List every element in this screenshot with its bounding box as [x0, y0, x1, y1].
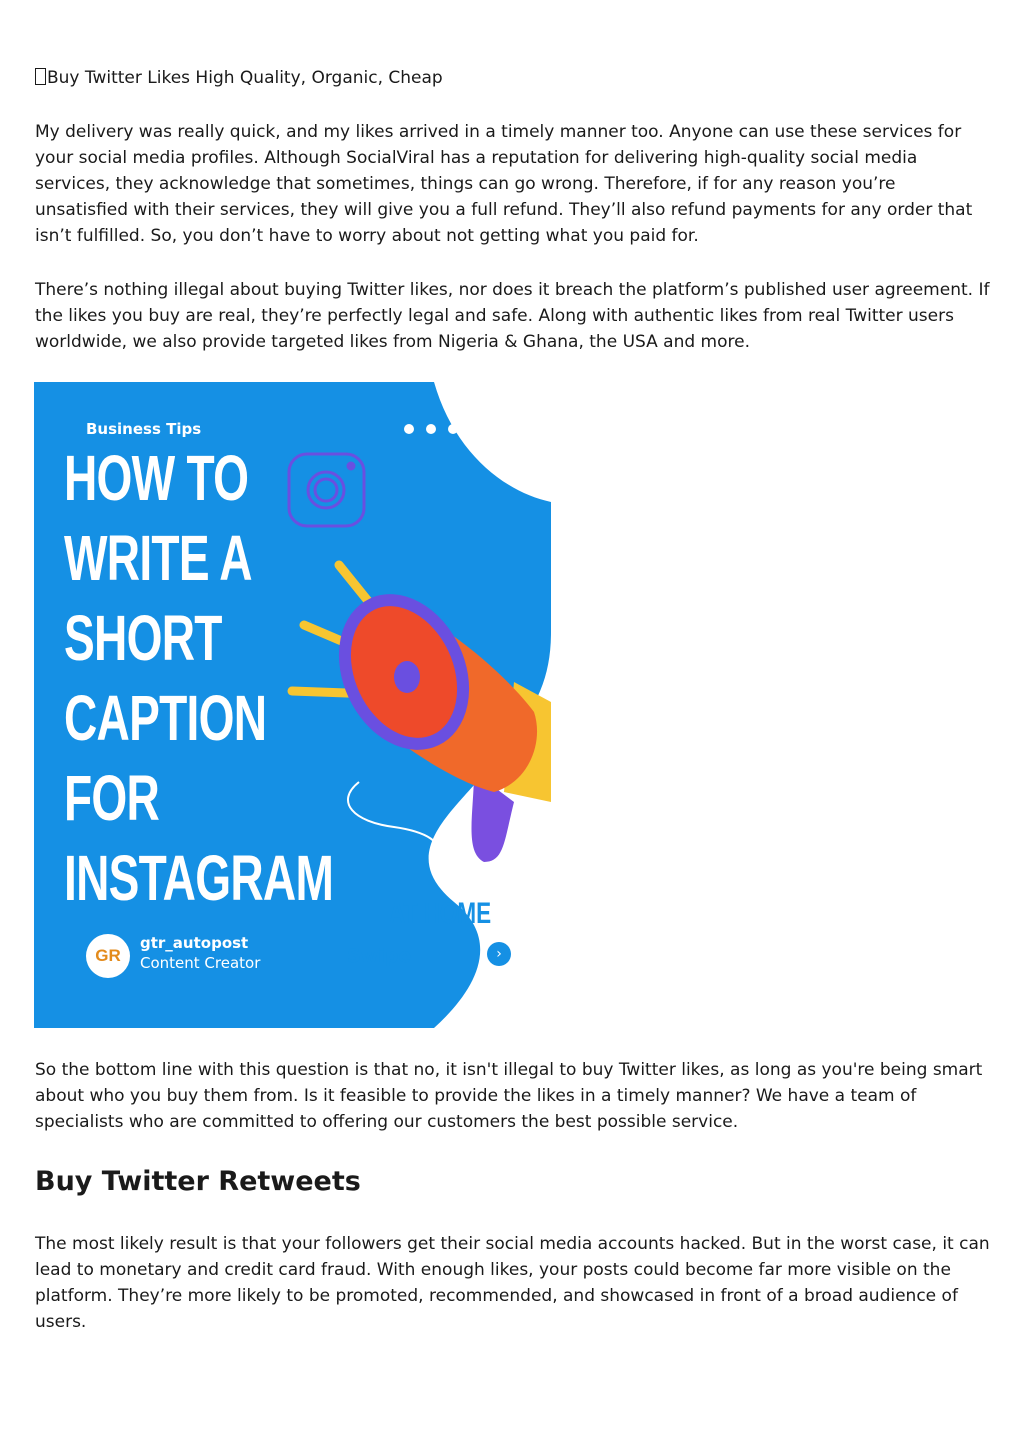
paragraph-2: There’s nothing illegal about buying Twitter likes, nor does it breach the platform’s published user agreement. If the likes you buy are real, they’re perfectly legal and safe. Along with authentic likes from real Twitter users worldwide, we also provide targeted likes from Nigeria & Ghana, the USA and more. — [35, 280, 990, 352]
lead-line: Buy Twitter Likes High Quality, Organic, Cheap — [35, 66, 443, 90]
chevron-right-icon: › — [487, 942, 511, 966]
poster-role: Content Creator — [140, 954, 261, 972]
swipe-label: Swipe — [347, 945, 412, 967]
poster-kicker: Business Tips — [86, 420, 202, 438]
avatar: GR — [86, 934, 130, 978]
paragraph-1: My delivery was really quick, and my likes arrived in a timely manner too. Anyone can use these services for your social media profiles. Although SocialViral has a reputation for delivering high-quality social media services, they acknowledge that sometimes, things can go wrong. Therefore, if for any reason you’re unsatisfied with their services, they will give you a full refund. They’ll also refund payments for any order that isn’t fulfilled. So, you don’t have to worry about not getting what you paid for. — [35, 122, 973, 246]
poster-tagline: AT HOME — [389, 897, 492, 930]
poster-headline: HOW TO WRITE A SHORT CAPTION FOR INSTAGRAM — [64, 442, 334, 914]
paragraph-4: The most likely result is that your followers get their social media accounts hacked. But in the worst case, it can lead to monetary and credit card fraud. With enough likes, your posts could become far more visible on the platform. They’re more likely to be promoted, recommended, and showcased in front of a broad audience of users. — [35, 1234, 990, 1332]
paragraph-3: So the bottom line with this question is that no, it isn't illegal to buy Twitter likes, as long as you're being smart about who you buy them from. Is it feasible to provide the likes in a timely manner? We have a team of specialists who are committed to offering our customers the best possible service. — [35, 1060, 983, 1132]
missing-glyph-icon — [35, 68, 46, 85]
section-heading: Buy Twitter Retweets — [35, 1166, 361, 1197]
poster-handle: gtr_autopost — [140, 934, 249, 952]
poster-image — [34, 382, 551, 1028]
